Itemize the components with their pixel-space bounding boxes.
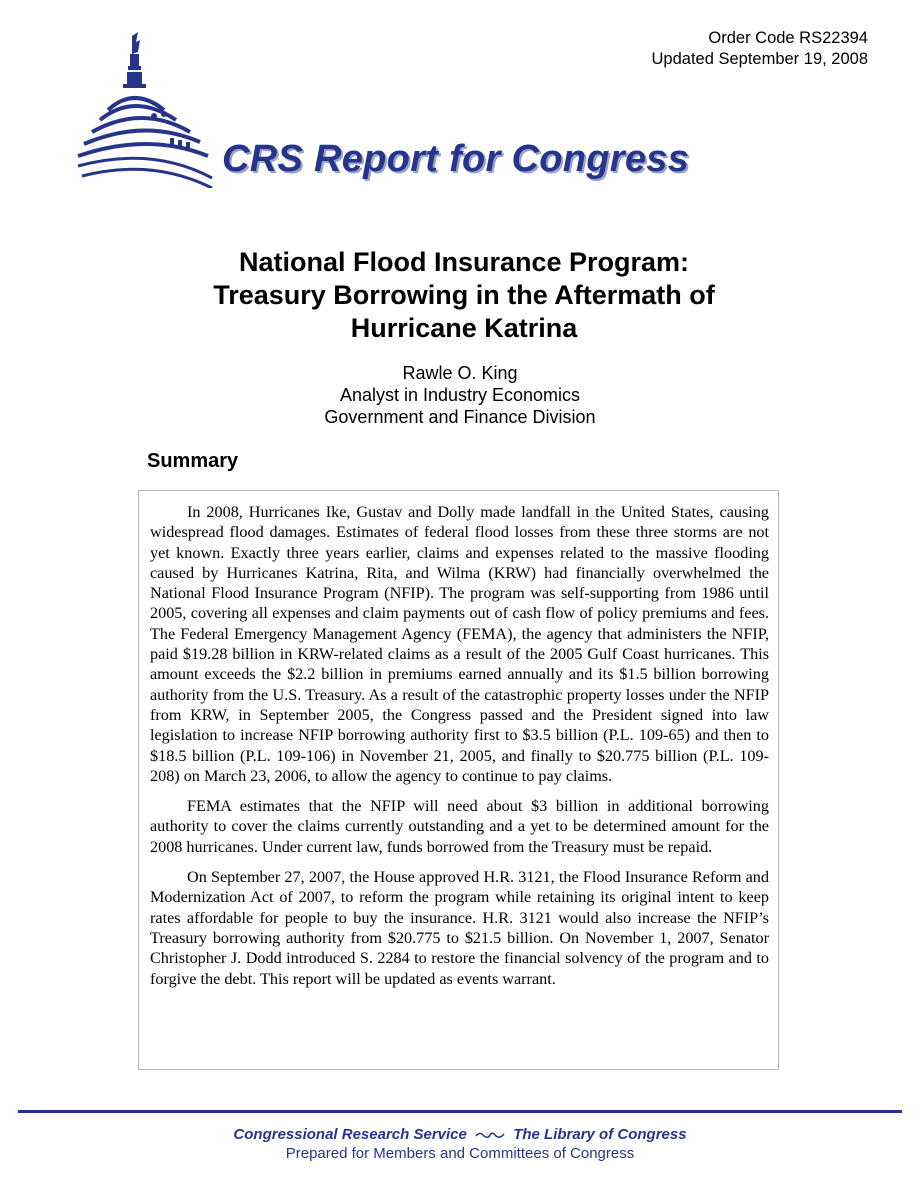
footer-crs-line xyxy=(0,1126,920,1143)
order-code-block xyxy=(652,28,869,70)
updated-date: Updated September 19, 2008 xyxy=(651,50,868,68)
title-line: Treasury Borrowing in the Aftermath of xyxy=(213,280,715,310)
capitol-dome-logo-icon xyxy=(72,28,222,188)
order-code: Order Code RS22394 xyxy=(708,29,868,47)
footer-loc-name: The Library of Congress xyxy=(513,1126,687,1143)
ornament-icon xyxy=(475,1130,505,1140)
title-line: National Flood Insurance Program: xyxy=(238,247,690,277)
summary-paragraph: On September 27, 2007, the House approved H.R. 3121, the Flood Insurance Reform and Modernization Act of 2007, to reform the program while retaining its original intent to keep rates affordable for people to buy the insurance. H.R. 3121 would also increase the NFIP’s Treasury borrowing authority from $20.775 to $21.5 billion. On November 1, 2007, Senator Christopher J. Dodd introduced S. 2284 to restore the financial solvency of the program and to forgive the debt. This report will be updated as events warrant. xyxy=(150,868,769,988)
report-title xyxy=(0,246,920,345)
summary-paragraph: In 2008, Hurricanes Ike, Gustav and Dolly made landfall in the United States, causing widespread flood damages. Estimates of federal flood losses from these three storms are not yet known. Exactly three years earlier, claims and expenses related to the massive flooding caused by Hurricanes Katrina, Rita, and Wilma (KRW) had financially overwhelmed the National Flood Insurance Program (NFIP). The program was self-supporting from 1986 until 2005, covering all expenses and claim payments out of cash flow of policy premiums and fees. The Federal Emergency Management Agency (FEMA), the agency that administers the NFIP, paid $19.28 billion in KRW-related claims as a result of the 2005 Gulf Coast hurricanes. This amount exceeds the $2.2 billion in premiums earned annually and its $1.5 billion borrowing authority from the U.S. Treasury. As a result of the catastrophic property losses under the NFIP from KRW, in September 2005, the Congress passed and the President signed into law legislation to increase NFIP borrowing authority first to $3.5 billion (P.L. 109-65) and then to $18.5 billion (P.L. 109-106) in November 21, 2005, and finally to $20.775 billion (P.L. 109-208) on March 23, 2006, to allow the agency to continue to pay claims. xyxy=(150,503,769,785)
author-name: Rawle O. King xyxy=(402,363,518,383)
author-byline xyxy=(0,362,920,428)
footer-crs-name: Congressional Research Service xyxy=(233,1126,467,1143)
summary-paragraph: FEMA estimates that the NFIP will need about $3 billion in additional borrowing authority to cover the claims currently outstanding and a yet to be determined amount for the 2008 hurricanes. Under current law, funds borrowed from the Treasury must be repaid. xyxy=(150,797,769,856)
author-role: Analyst in Industry Economics xyxy=(339,385,581,405)
crs-report-brand: CRS Report for Congress xyxy=(222,138,690,180)
author-division: Government and Finance Division xyxy=(324,407,596,427)
footer-prepared: Prepared for Members and Committees of Congress xyxy=(285,1145,635,1162)
summary-text xyxy=(150,502,769,999)
title-line: Hurricane Katrina xyxy=(350,313,578,343)
summary-heading: Summary xyxy=(147,450,239,472)
footer-divider xyxy=(18,1110,902,1113)
